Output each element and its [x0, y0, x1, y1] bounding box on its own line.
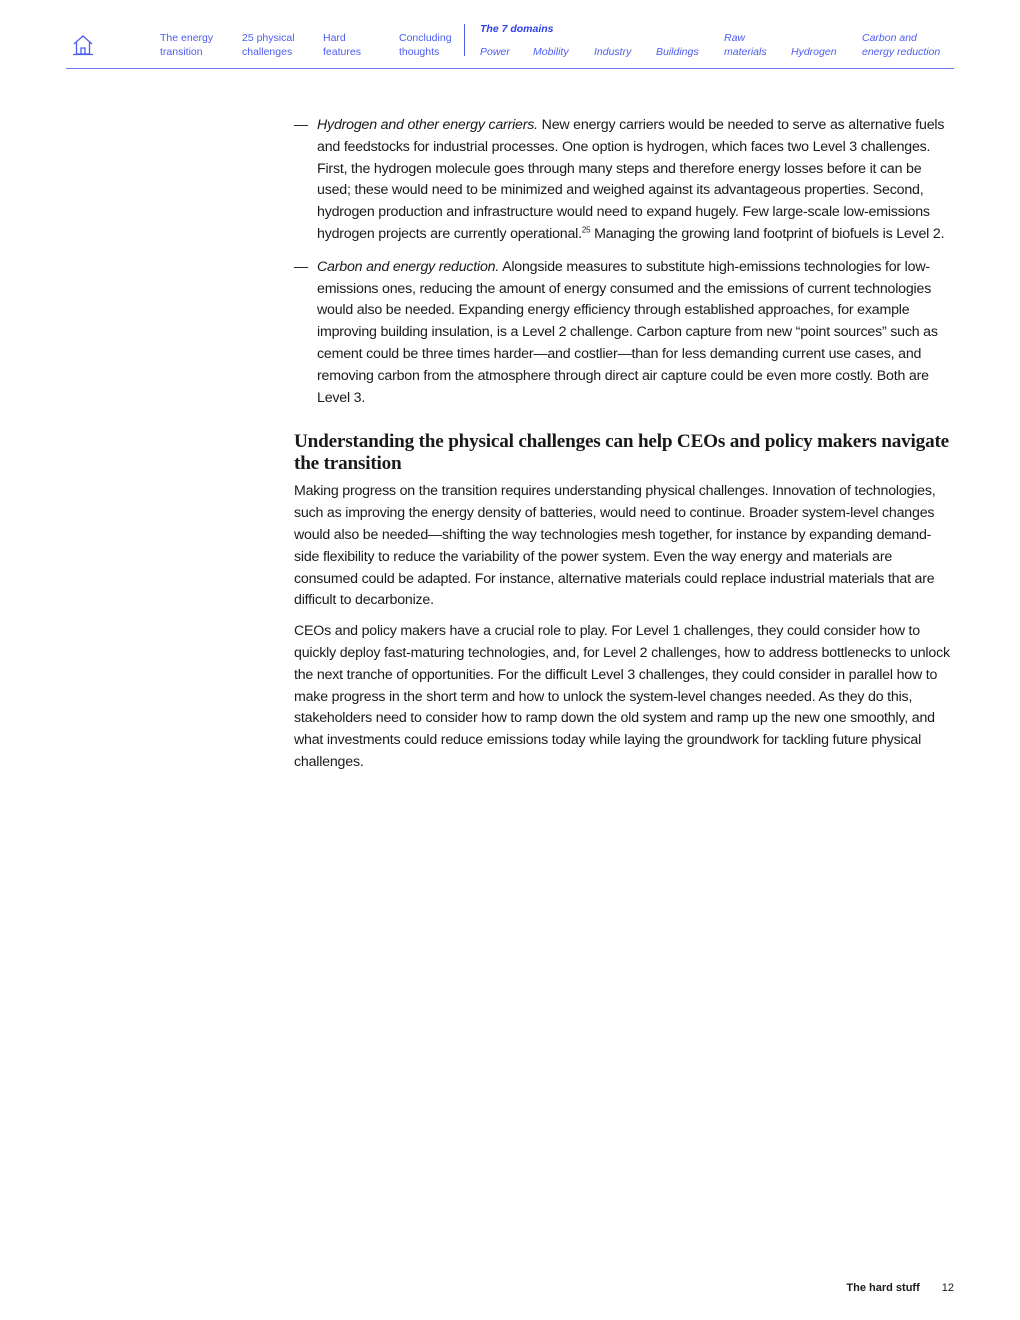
nav-domain-mobility[interactable]: Mobility — [533, 46, 569, 58]
nav-domain-raw-materials[interactable]: Raw materials — [724, 32, 767, 58]
nav-domain-power[interactable]: Power — [480, 46, 510, 58]
bullet-text: Alongside measures to substitute high-emissions technologies for low-emissions ones, reducing the amount of energy consumed and the emissions of current technologies would also be needed. Expanding energy efficiency through established approaches, for example improving building insulation, is a Level 2 challenge. Carbon capture from new “point sources” such as cement could be three times harder—and costlier—than for less demanding current use cases, and removing carbon from the atmosphere through direct air capture could be even more costly. Both are Level 3. — [317, 258, 938, 406]
nav-divider — [464, 24, 465, 56]
main-content — [294, 115, 954, 783]
nav-domain-buildings[interactable]: Buildings — [656, 46, 699, 58]
bullet-dash: — — [294, 117, 308, 133]
top-navigation — [66, 0, 954, 69]
paragraph: Making progress on the transition requires understanding physical challenges. Innovation of technologies, such as improving the energy density of batteries, would need to continue. Broader system-level changes would also be needed—shifting the way technologies mesh together, for instance by expanding demand-side flexibility to reduce the variability of the power system. Even the way energy and materials are consumed could be adapted. For instance, alternative materials could replace industrial materials that are difficult to decarbonize. — [294, 483, 936, 609]
page-number: 12 — [941, 1282, 954, 1294]
bullet-text-after: Managing the growing land footprint of biofuels is Level 2. — [590, 225, 945, 242]
section-heading: Understanding the physical challenges can help CEOs and policy makers navigate the transition — [294, 431, 949, 475]
home-icon[interactable] — [72, 34, 94, 56]
footnote-ref[interactable]: 25 — [581, 225, 591, 235]
footer-title: The hard stuff — [846, 1282, 920, 1294]
bullet-text: New energy carriers would be needed to serve as alternative fuels and feedstocks for industrial processes. One option is hydrogen, which faces two Level 3 challenges. First, the hydrogen molecule goes through many steps and therefore energy losses before it can be used; these would need to be minimized and weighed against its advantageous properties. Second, hydrogen production and infrastructure would need to expand hugely. Few large-scale low-emissions hydrogen projects are currently operational. — [317, 117, 945, 242]
nav-item-energy-transition[interactable]: The energy transition — [160, 32, 214, 58]
bullet-dash: — — [294, 258, 308, 275]
domains-label: The 7 domains — [480, 23, 554, 35]
nav-item-concluding-thoughts[interactable]: Concluding thoughts — [399, 32, 452, 58]
nav-domain-industry[interactable]: Industry — [594, 46, 632, 58]
nav-domain-carbon-energy-reduction[interactable]: Carbon and energy reduction — [862, 32, 941, 58]
bullet-carbon-energy — [294, 257, 954, 410]
bullet-lead: Hydrogen and other energy carriers. — [317, 117, 538, 133]
nav-item-physical-challenges[interactable]: 25 physical challenges — [242, 32, 295, 58]
nav-domain-hydrogen[interactable]: Hydrogen — [791, 46, 837, 58]
nav-item-hard-features[interactable]: Hard features — [323, 32, 361, 58]
page-footer — [846, 1282, 954, 1294]
bullet-hydrogen — [294, 115, 954, 246]
paragraph: CEOs and policy makers have a crucial role to play. For Level 1 challenges, they could consider how to quickly deploy fast-maturing technologies, and, for Level 2 challenges, how to address bottlenecks to unlock the next tranche of opportunities. For the difficult Level 3 challenges, they could consider in parallel how to make progress in the short term and how to unlock the system-level changes needed. As they do this, stakeholders need to consider how to ramp down the old system and ramp up the new one smoothly, and what investments could reduce emissions today while laying the groundwork for tackling future physical challenges. — [294, 623, 950, 770]
bullet-lead: Carbon and energy reduction. — [317, 258, 500, 275]
